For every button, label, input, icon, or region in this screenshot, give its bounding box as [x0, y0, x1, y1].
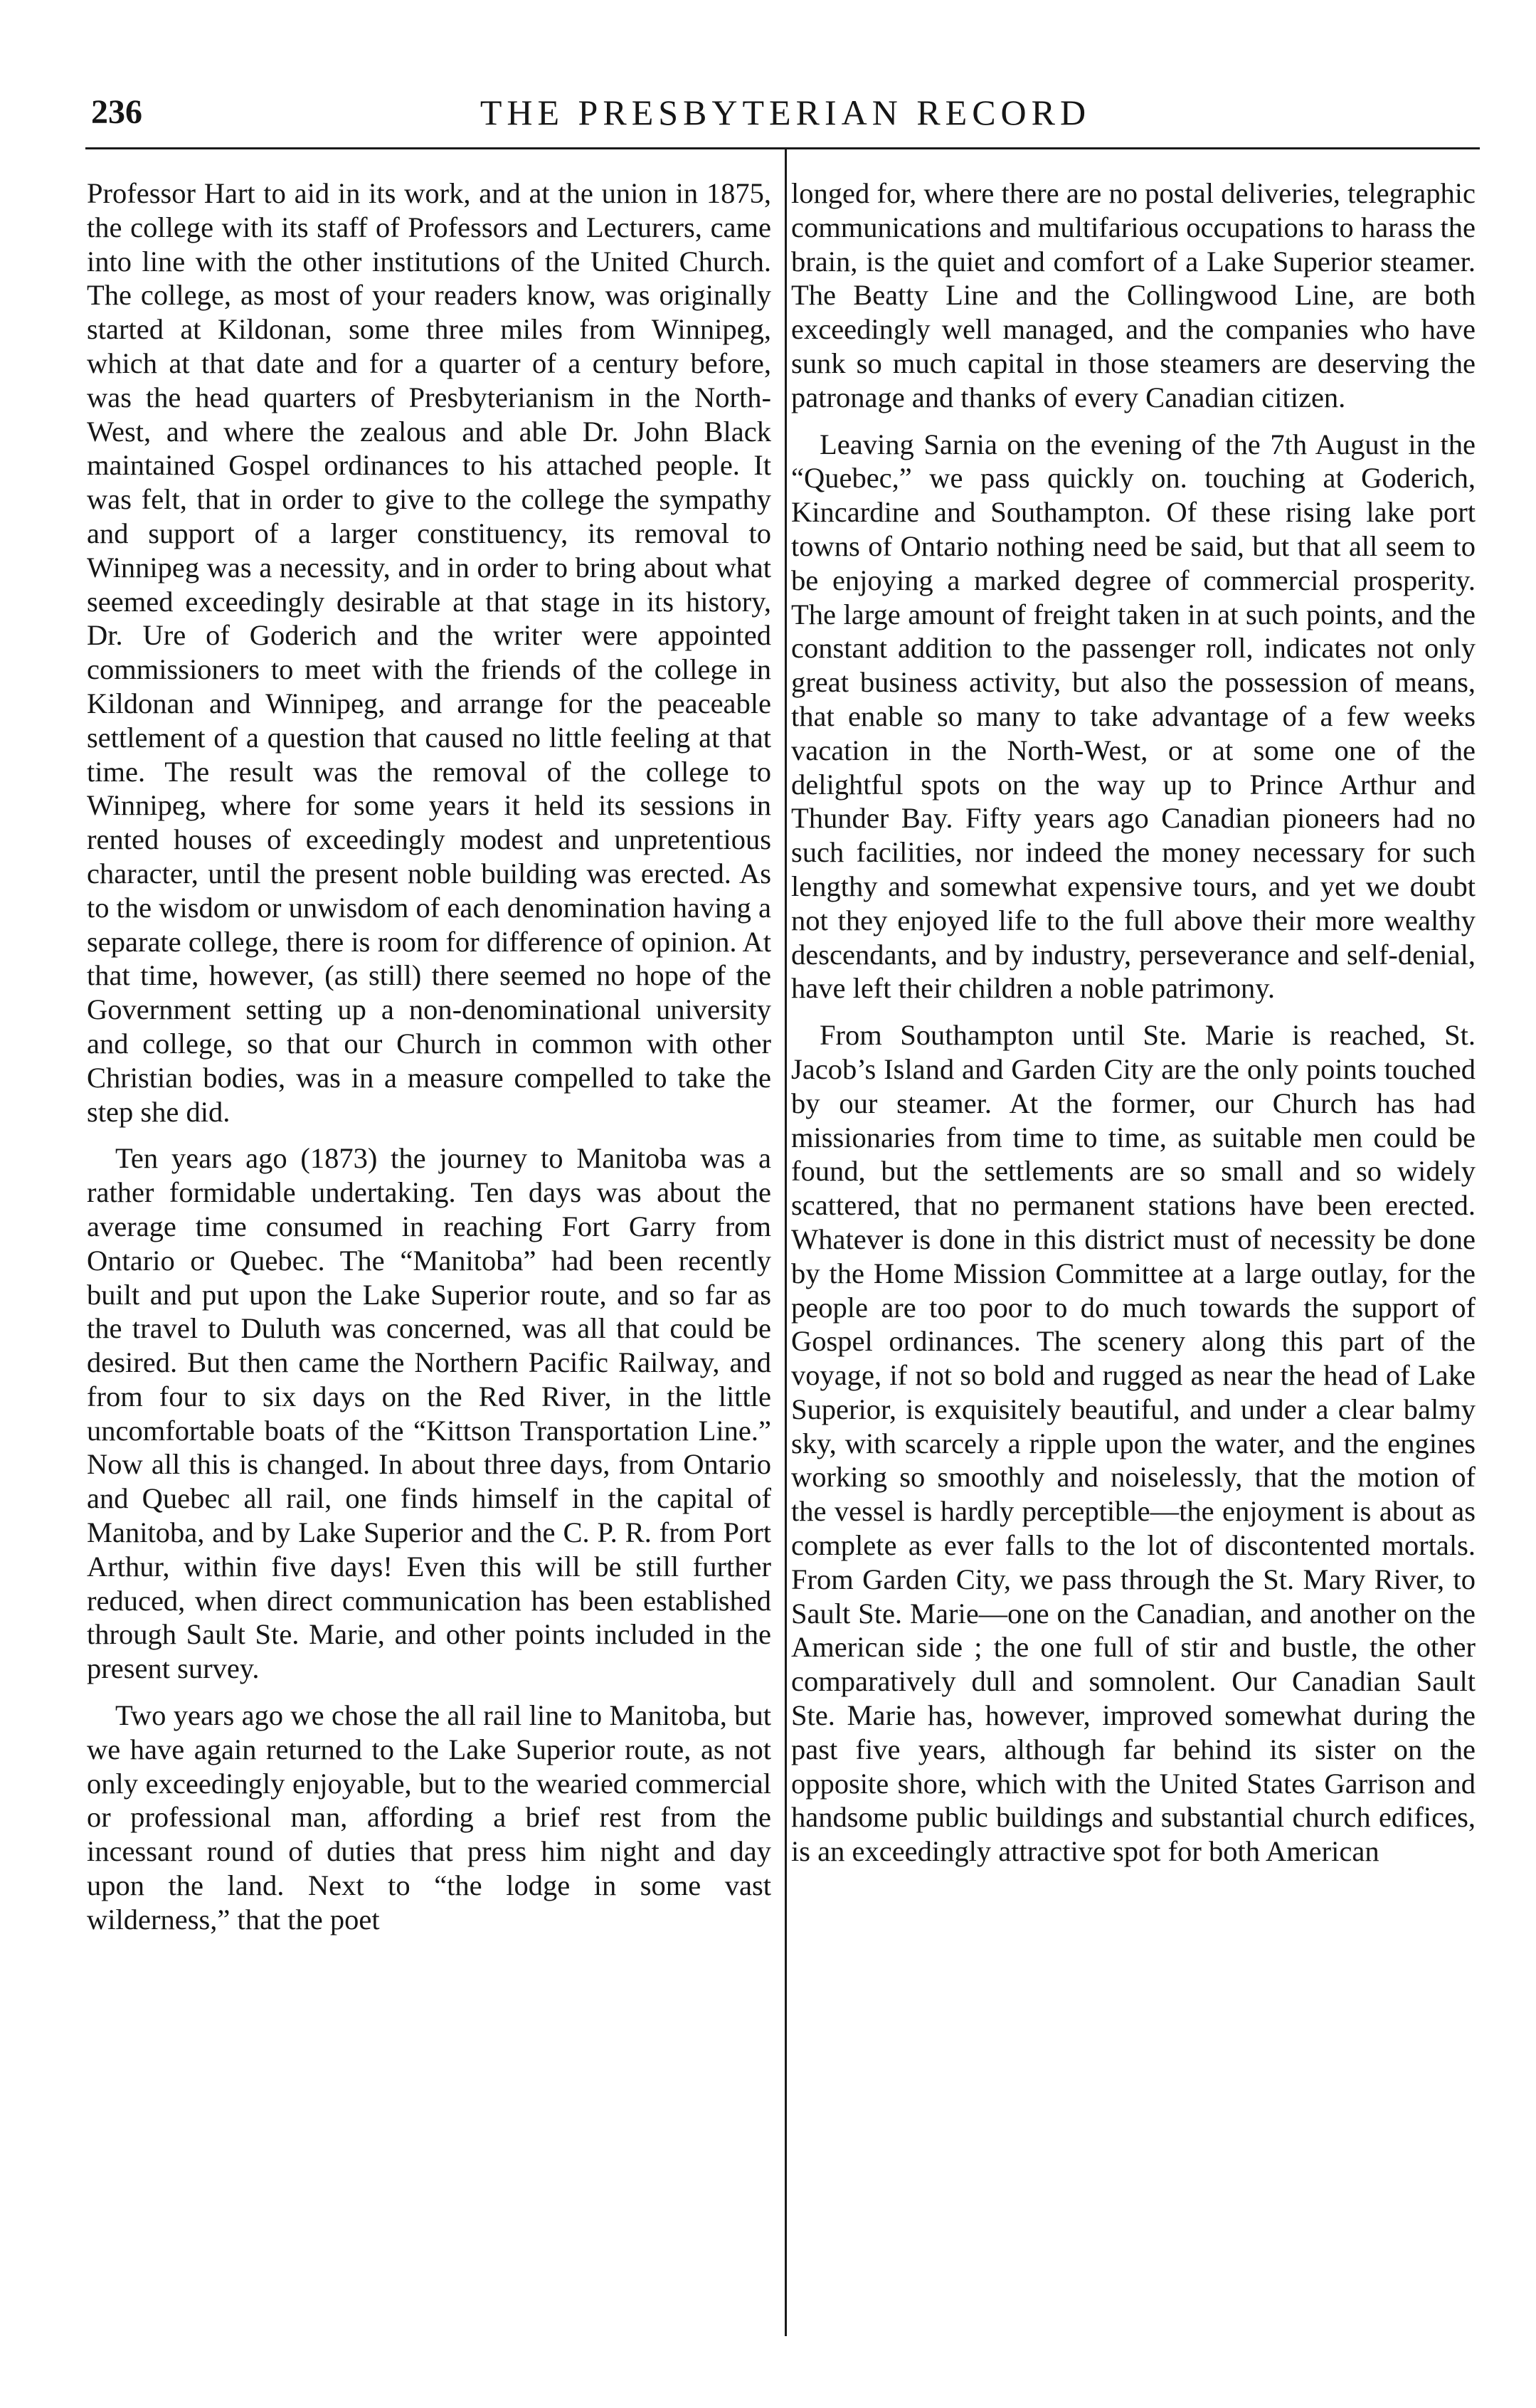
paragraph: longed for, where there are no postal deliveries, telegraphic communications and multifarious occupations to harass the brain, is the quiet and comfort of a Lake Superior steamer. The Beatty Line and the Collingwood Line, are both exceedingly well managed, and the companies who have sunk so much capital in those steamers are deserving the patronage and thanks of every Canadian citizen.	[791, 177, 1476, 413]
journal-title: THE PRESBYTERIAN RECORD	[480, 93, 1091, 132]
page-number: 236	[91, 93, 142, 131]
paragraph: Two years ago we chose the all rail line to Manitoba, but we have again returned to the Lake Superior route, as not only exceedingly enjoyable, but to the wearied commercial or professional man, affording a brief rest from the incessant round of duties that press him night and day upon the land. Next to “the lodge in some vast wilderness,” that the poet	[87, 1699, 771, 1936]
paragraph: From Southampton until Ste. Marie is reached, St. Jacob’s Island and Garden City are the only points touched by our steamer. At the former, our Church has had missionaries from time to time, as suitable men could be found, but the settlements are so small and so widely scattered, that no permanent stations have been erected. Whatever is done in this district must of necessity be done by the Home Mission Committee at a large outlay, for the people are too poor to do much towards the support of Gospel ordinances. The scenery along this part of the voyage, if not so bold and rugged as near the head of Lake Superior, is exquisitely beautiful, and under a clear balmy sky, with scarcely a ripple upon the water, and the engines working so smoothly and noiselessly, that the motion of the vessel is hardly perceptible—the enjoyment is about as complete as ever falls to the lot of discontented mortals. From Garden City, we pass through the St. Mary River, to Sault Ste. Marie—one on the Canadian, and another on the American side ; the one full of stir and bustle, the other comparatively dull and somnolent. Our Canadian Sault Ste. Marie has, however, improved somewhat during the past five years, although far behind its sister on the opposite shore, which with the United States Garrison and handsome public buildings and substantial church edifices, is an exceedingly attractive spot for both American	[791, 1019, 1476, 1868]
left-column	[87, 176, 771, 2340]
paragraph: Leaving Sarnia on the evening of the 7th August in the “Quebec,” we pass quickly on. touching at Goderich, Kincardine and Southampton. Of these rising lake port towns of Ontario nothing need be said, but that all seem to be enjoying a marked degree of commercial prosperity. The large amount of freight taken in at such points, and the constant addition to the passenger roll, indicates not only great business activity, but also the possession of means, that enable so many to take advantage of a few weeks vacation in the North-West, or at some one of the delightful spots on the way up to Prince Arthur and Thunder Bay. Fifty years ago Canadian pioneers had no such facilities, nor indeed the money necessary for such lengthy and somewhat expensive tours, and yet we doubt not they enjoyed life to the full above their more wealthy descendants, and by industry, perseverance and self-denial, have left their children a noble patrimony.	[791, 428, 1476, 1005]
right-column	[791, 176, 1476, 2340]
paragraph: Ten years ago (1873) the journey to Manitoba was a rather formidable undertaking. Ten days was about the average time consumed in reaching Fort Garry from Ontario or Quebec. The “Manitoba” had been recently built and put upon the Lake Superior route, and so far as the travel to Duluth was concerned, was all that could be desired. But then came the Northern Pacific Railway, and from four to six days on the Red River, in the little uncomfortable boats of the “Kittson Transportation Line.” Now all this is changed. In about three days, from Ontario and Quebec all rail, one finds himself in the capital of Manitoba, and by Lake Superior and the C. P. R. from Port Arthur, within five days! Even this will be still further reduced, when direct communication has been established through Sault Ste. Marie, and other points included in the present survey.	[87, 1142, 771, 1685]
running-header	[91, 90, 1480, 135]
paragraph: Professor Hart to aid in its work, and at the union in 1875, the college with its staff of Professors and Lecturers, came into line with the other institutions of the United Church. The college, as most of your readers know, was originally started at Kildonan, some three miles from Winnipeg, which at that date and for a quarter of a century before, was the head quarters of Presbyterianism in the North-West, and where the zealous and able Dr. John Black maintained Gospel ordinances to his attached people. It was felt, that in order to give to the college the sympathy and support of a larger constituency, its removal to Winnipeg was a necessity, and in order to bring about what seemed exceedingly desirable at that stage in its history, Dr. Ure of Goderich and the writer were appointed commissioners to meet with the friends of the college in Kildonan and Winnipeg, and arrange for the peaceable settlement of a question that caused no little feeling at that time. The result was the removal of the college to Winnipeg, where for some years it held its sessions in rented houses of exceedingly modest and unpretentious character, until the present noble building was erected. As to the wisdom or unwisdom of each denomination having a separate college, there is room for difference of opinion. At that time, however, (as still) there seemed no hope of the Government setting up a non-denominational university and college, so that our Church in common with other Christian bodies, was in a measure compelled to take the step she did.	[87, 177, 771, 1128]
header-rule	[85, 147, 1480, 149]
column-divider	[785, 148, 787, 2336]
